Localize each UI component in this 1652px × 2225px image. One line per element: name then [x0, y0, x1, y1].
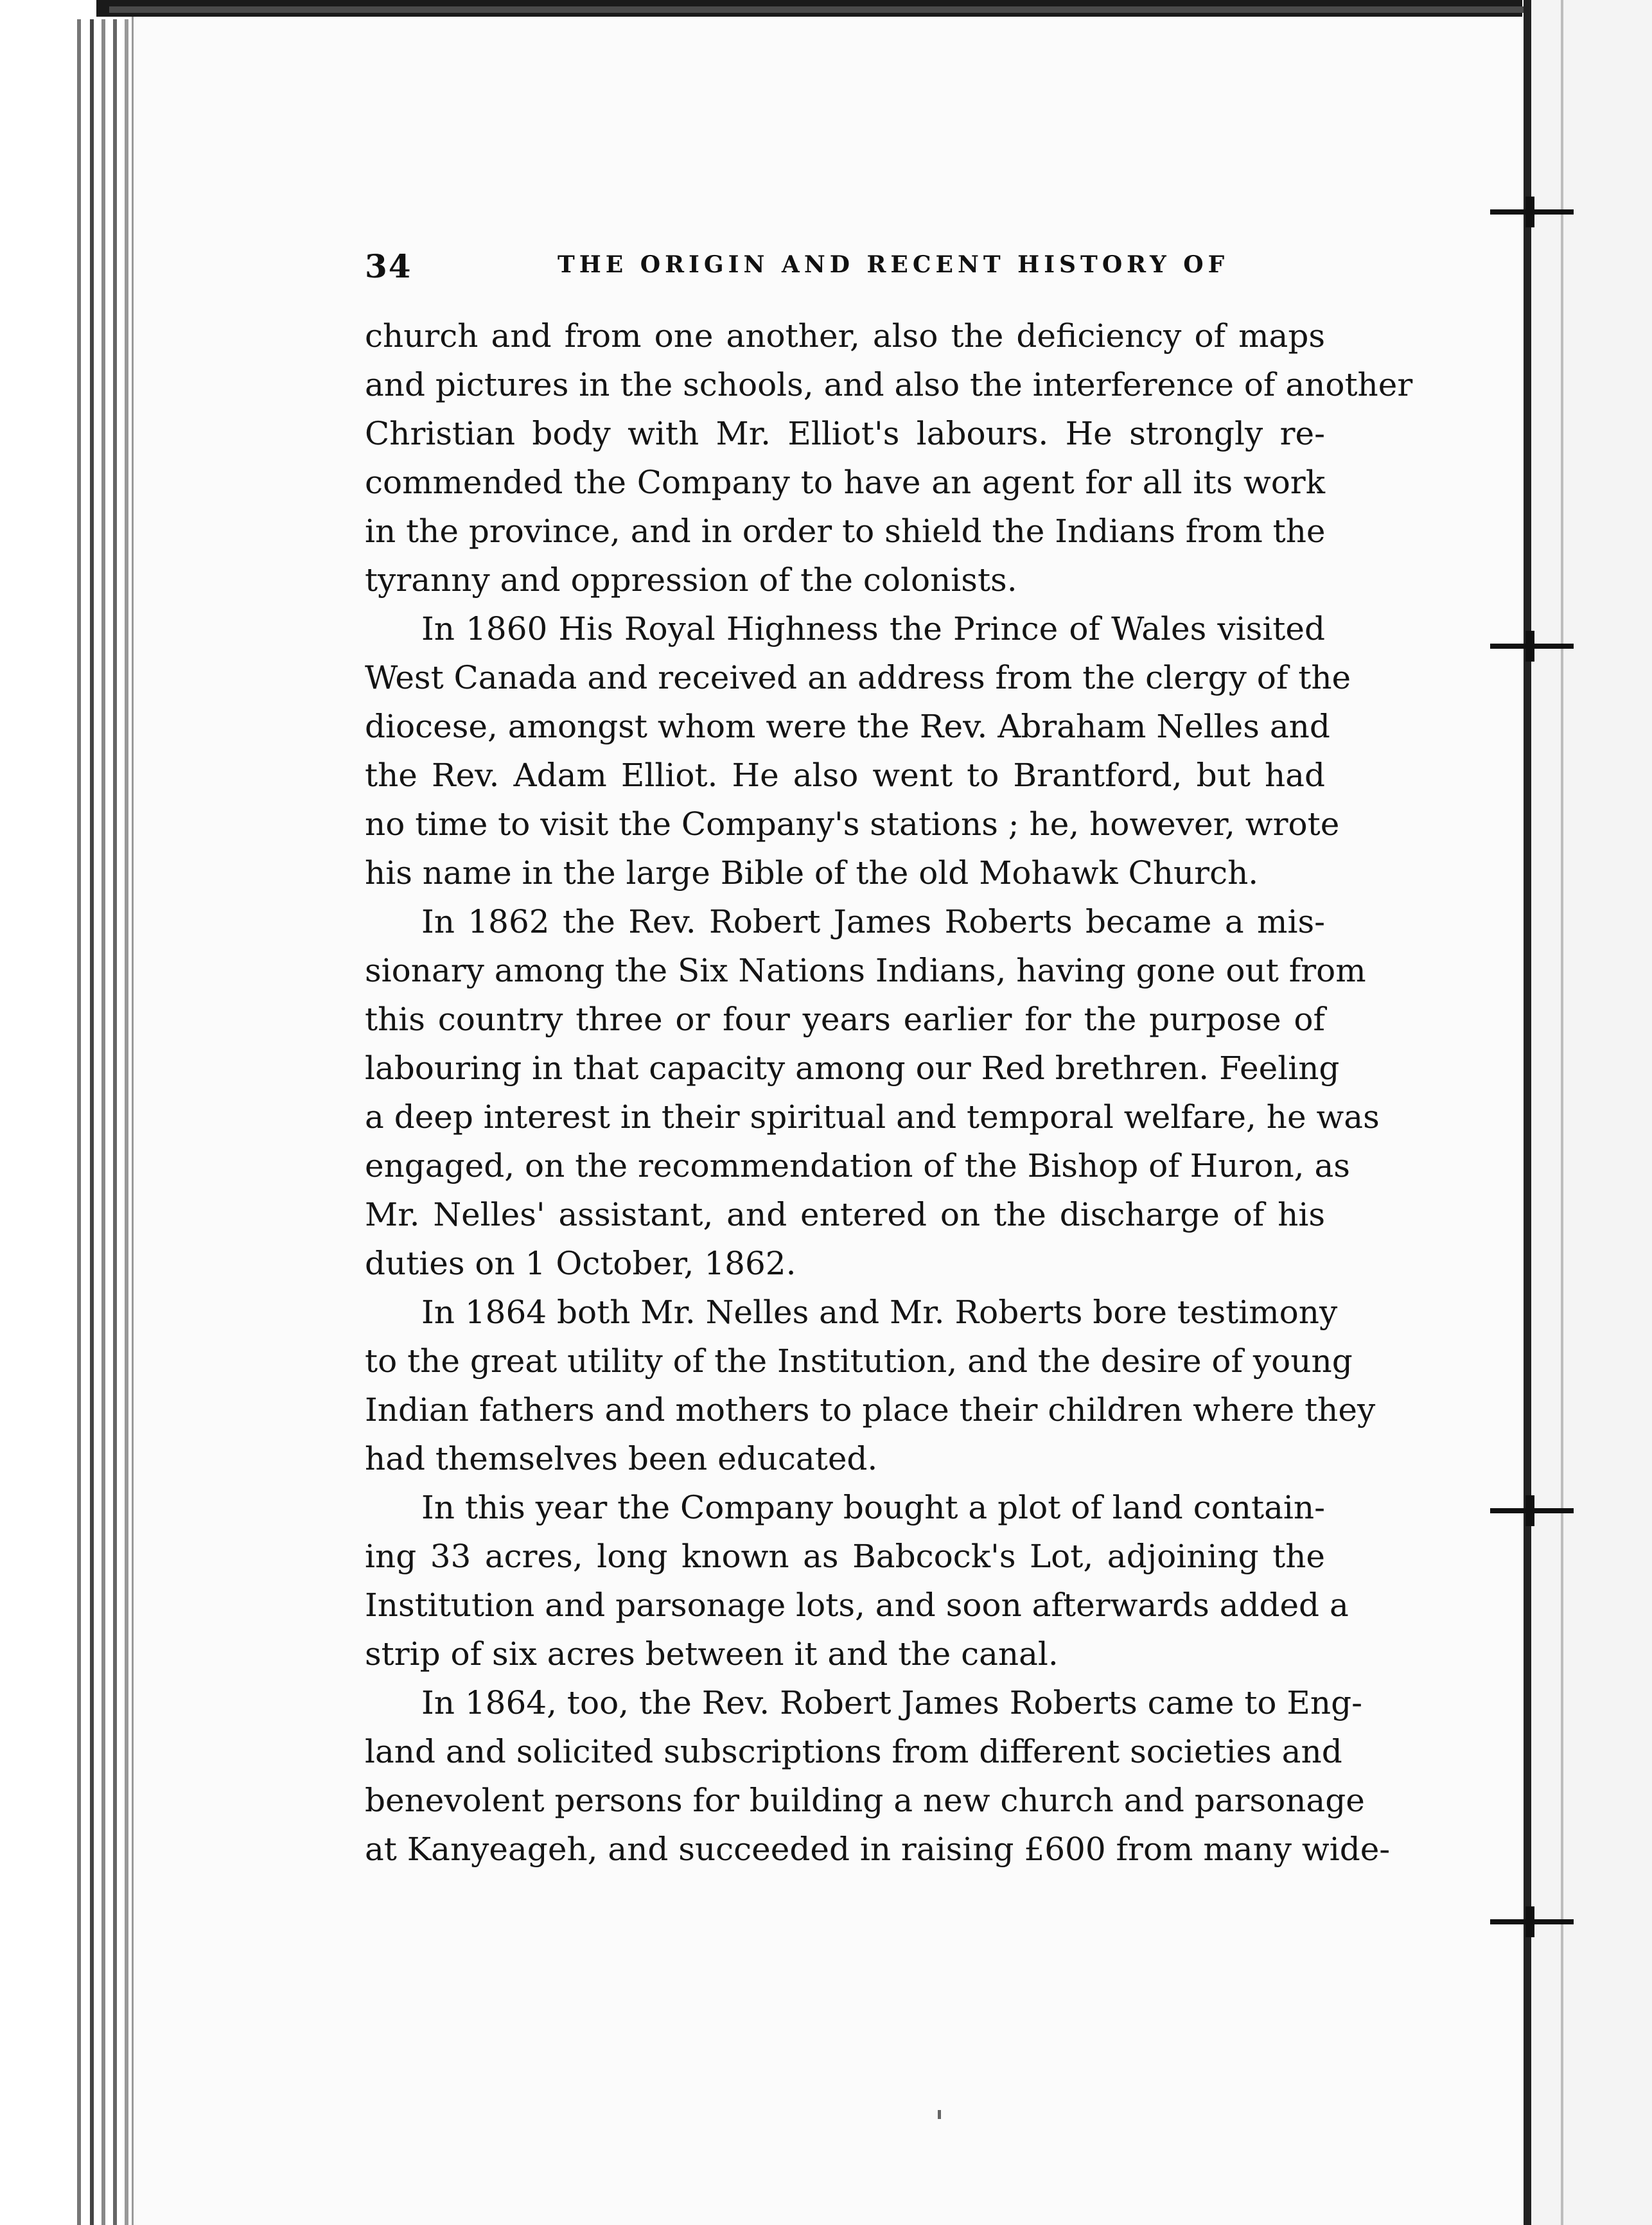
text-line: church and from one another, also the deficiency of maps [365, 317, 1325, 355]
paragraph [365, 1288, 1376, 1483]
page-edge-line [101, 19, 105, 2225]
text-line: this country three or four years earlier for the purpose of [365, 1001, 1325, 1038]
text-line: West Canada and received an address from the clergy of the [365, 659, 1351, 696]
page-header [365, 247, 1315, 286]
top-page-edge-inner [109, 6, 1535, 13]
text-line: In 1862 the Rev. Robert James Roberts became a mis- [421, 903, 1325, 940]
text-line: to the great utility of the Institution, and the desire of young [365, 1342, 1353, 1380]
text-line: strip of six acres between it and the canal. [365, 1635, 1059, 1673]
text-line: engaged, on the recommendation of the Bishop of Huron, as [365, 1147, 1350, 1184]
binding-stitch-mark [1490, 1508, 1574, 1513]
page-edge-line [90, 19, 94, 2225]
text-line: in the province, and in order to shield the Indians from the [365, 513, 1326, 550]
text-line: Indian fathers and mothers to place their children where they [365, 1391, 1376, 1429]
text-line: duties on 1 October, 1862. [365, 1245, 796, 1282]
text-line: diocese, amongst whom were the Rev. Abraham Nelles and [365, 708, 1330, 745]
page-edge-line [125, 19, 128, 2225]
text-line: ing 33 acres, long known as Babcock's Lot, adjoining the [365, 1538, 1325, 1575]
paragraph [365, 604, 1351, 897]
text-line: Mr. Nelles' assistant, and entered on the discharge of his [365, 1196, 1325, 1233]
text-line: and pictures in the schools, and also the interference of another [365, 366, 1413, 403]
text-line: In 1860 His Royal Highness the Prince of Wales visited [421, 610, 1325, 647]
page-number: 34 [365, 247, 412, 285]
page-edge-line [113, 19, 117, 2225]
text-line: had themselves been educated. [365, 1440, 878, 1477]
binding-gutter [1524, 0, 1531, 2225]
facing-page-edge [1561, 0, 1563, 2225]
text-line: In this year the Company bought a plot of land contain- [421, 1489, 1325, 1526]
paragraph [365, 1678, 1391, 1874]
text-line: labouring in that capacity among our Red brethren. Feeling [365, 1050, 1340, 1087]
page-edge-line [77, 19, 81, 2225]
binding-stitch-mark [1490, 209, 1574, 215]
body-text [365, 312, 1413, 1874]
text-line: In 1864 both Mr. Nelles and Mr. Roberts bore testimony [421, 1294, 1338, 1331]
left-page-edges [0, 0, 135, 2225]
running-head: THE ORIGIN AND RECENT HISTORY OF [558, 251, 1229, 278]
text-line: In 1864, too, the Rev. Robert James Roberts came to Eng- [421, 1684, 1363, 1721]
binding-stitch-mark [1490, 644, 1574, 649]
text-line: sionary among the Six Nations Indians, having gone out from [365, 952, 1366, 989]
text-line: Christian body with Mr. Elliot's labours. He strongly re- [365, 415, 1325, 452]
text-line: commended the Company to have an agent for all its work [365, 464, 1325, 501]
text-line: land and solicited subscriptions from different societies and [365, 1733, 1342, 1770]
text-line: no time to visit the Company's stations ; he, however, wrote [365, 805, 1340, 843]
paragraph [365, 312, 1413, 604]
text-line: Institution and parsonage lots, and soon afterwards added a [365, 1587, 1349, 1624]
facing-page-margin [1531, 0, 1652, 2225]
text-line: at Kanyeageh, and succeeded in raising £600 from many wide- [365, 1831, 1391, 1868]
ink-speck [938, 2110, 941, 2119]
paragraph [365, 1483, 1349, 1678]
text-line: the Rev. Adam Elliot. He also went to Brantford, but had [365, 757, 1325, 794]
text-line: benevolent persons for building a new church and parsonage [365, 1782, 1365, 1819]
text-line: tyranny and oppression of the colonists. [365, 561, 1017, 599]
text-line: a deep interest in their spiritual and temporal welfare, he was [365, 1098, 1380, 1136]
paragraph [365, 897, 1380, 1288]
binding-stitch-mark [1490, 1919, 1574, 1924]
text-line: his name in the large Bible of the old Mohawk Church. [365, 854, 1259, 892]
